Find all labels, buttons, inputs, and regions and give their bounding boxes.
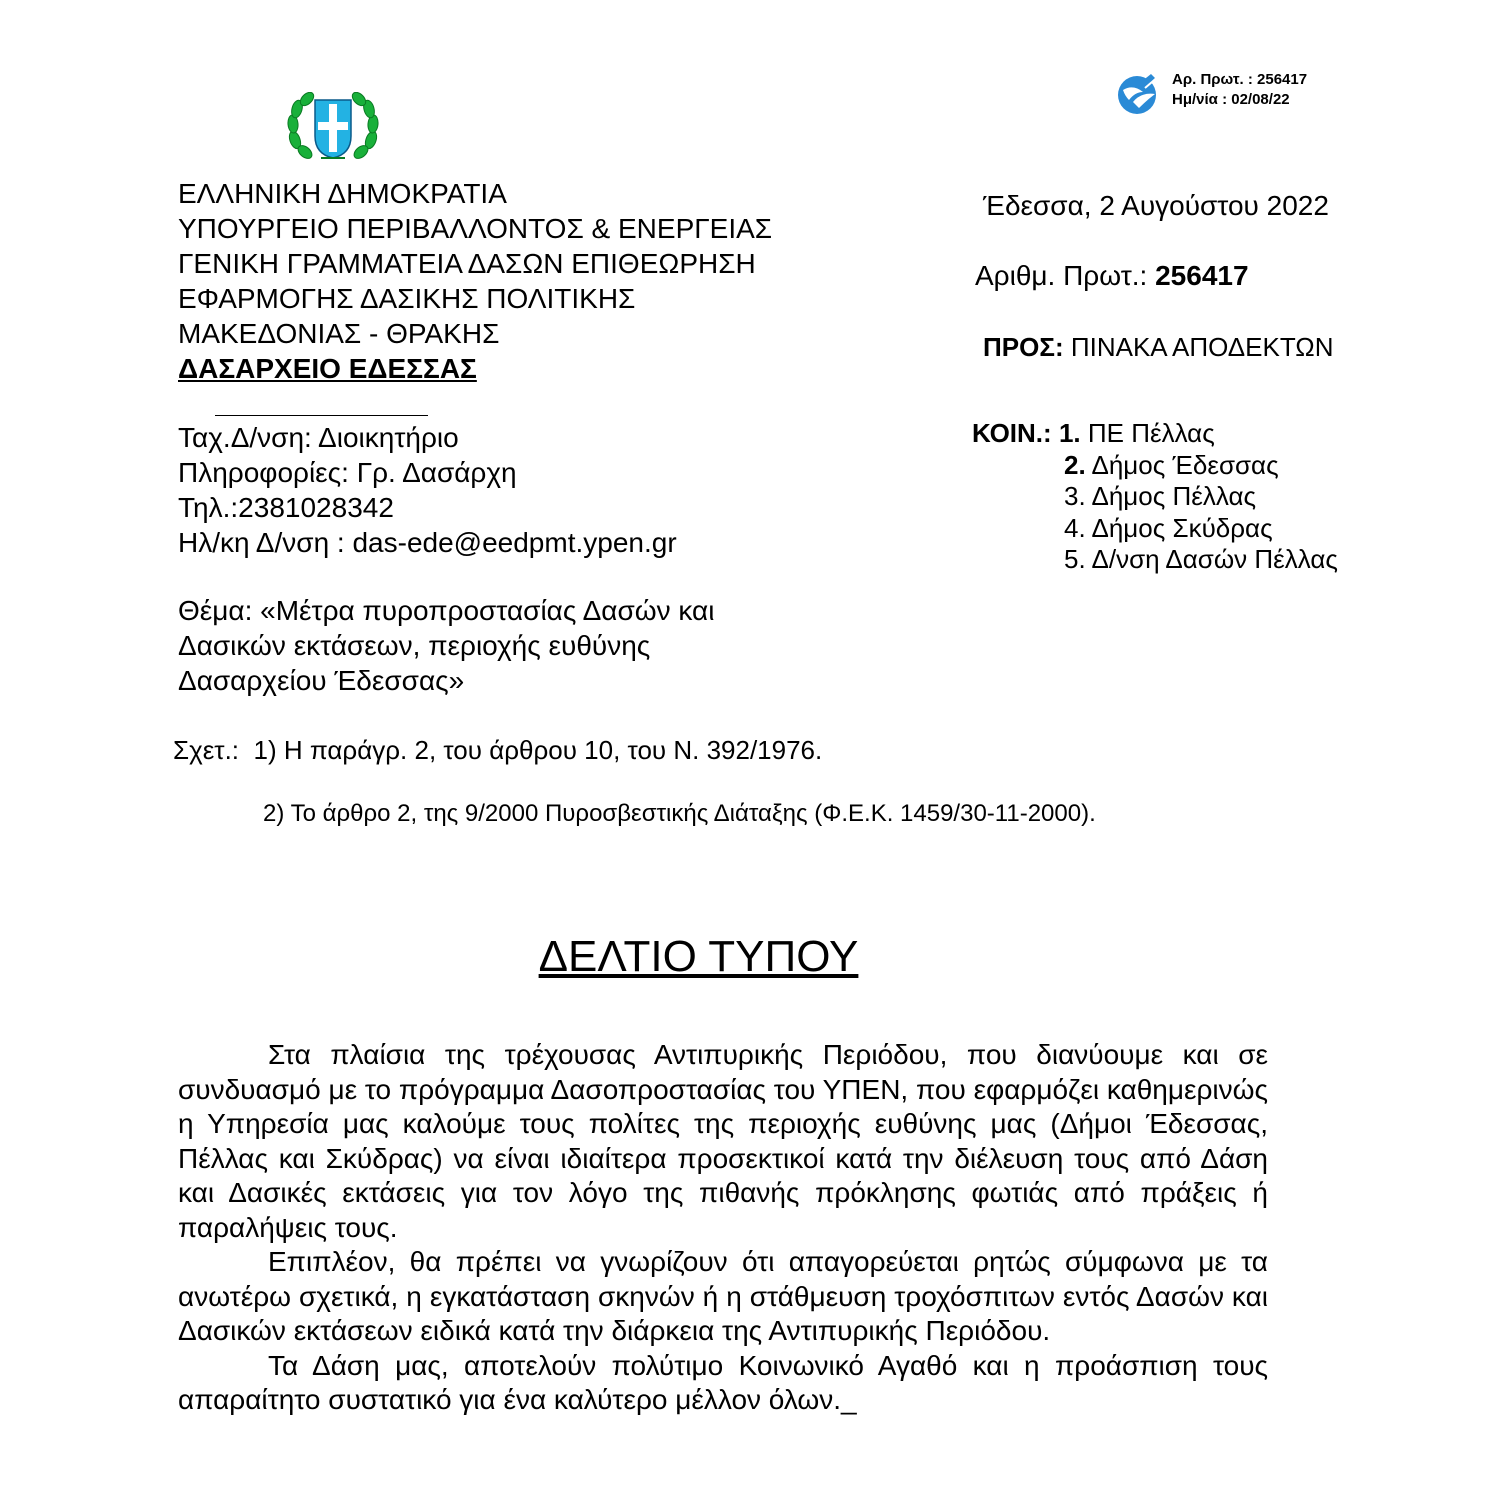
divider-line	[215, 415, 428, 416]
list-item	[972, 418, 1338, 450]
info-contact: Πληροφορίες: Γρ. Δασάρχη	[178, 457, 517, 488]
protocol-number-line	[975, 260, 1249, 292]
inspection-name: ΕΦΑΡΜΟΓΗΣ ΔΑΣΙΚΗΣ ΠΟΛΙΤΙΚΗΣ	[178, 283, 636, 314]
stamp-date: Ημ/νία : 02/08/22	[1172, 91, 1290, 108]
recipient-line	[983, 332, 1333, 363]
koin-number: 1.	[1058, 418, 1081, 448]
list-item	[972, 513, 1338, 545]
office-name: ΔΑΣΑΡΧΕΙΟ ΕΔΕΣΣΑΣ	[178, 353, 477, 384]
body-text	[178, 1038, 1268, 1418]
reference-item: 2) Το άρθρο 2, της 9/2000 Πυροσβεστικής Διάταξης (Φ.Ε.Κ. 1459/30-11-2000).	[263, 800, 1096, 827]
list-item	[972, 481, 1338, 513]
koin-text: ΠΕ Πέλλας	[1087, 418, 1215, 448]
koin-number: 4.	[1064, 512, 1086, 543]
contact-block	[178, 420, 677, 560]
reference-line	[173, 735, 822, 766]
koin-text: Δήμος Πέλλας	[1091, 481, 1257, 511]
reference-item: 1) Η παράγρ. 2, του άρθρου 10, του Ν. 392/1976.	[253, 735, 823, 765]
body-paragraph: Στα πλαίσια της τρέχουσας Αντιπυρικής Περιόδου, που διανύουμε και σε συνδυασμό με το πρόγραμμα Δασοπροστασίας του ΥΠΕΝ, που εφαρμόζει καθημερινώς η Υπηρεσία μας καλούμε τους πολίτες της περιοχής ευθύνης μας (Δήμοι Έδεσσας, Πέλλας και Σκύδρας) να είναι ιδιαίτερα προσεκτικοί κατά την διέλευση τους από Δάση και Δασικές εκτάσεις για τον λόγο της πιθανής πρόκλησης φωτιάς από πράξεις ή παραλήψεις τους.	[178, 1039, 1268, 1243]
subject-block	[178, 593, 714, 698]
reference-label: Σχετ.:	[173, 735, 240, 765]
protocol-stamp	[1115, 70, 1355, 116]
document-date: Έδεσσα, 2 Αυγούστου 2022	[983, 190, 1329, 221]
to-value: ΠΙΝΑΚΑ ΑΠΟΔΕΚΤΩΝ	[1070, 332, 1334, 362]
list-item	[972, 450, 1338, 482]
postal-address: Ταχ.Δ/νση: Διοικητήριο	[178, 422, 459, 453]
secretariat-name: ΓΕΝΙΚΗ ΓΡΑΜΜΑΤΕΙΑ ΔΑΣΩΝ ΕΠΙΘΕΩΡΗΣΗ	[178, 248, 756, 279]
stamp-text	[1172, 70, 1307, 110]
ministry-name: ΥΠΟΥΡΓΕΙΟ ΠΕΡΙΒΑΛΛΟΝΤΟΣ & ΕΝΕΡΓΕΙΑΣ	[178, 213, 773, 244]
subject-line: Θέμα: «Μέτρα πυροπροστασίας Δασών και	[178, 595, 715, 626]
protocol-number: 256417	[1155, 260, 1249, 291]
greek-emblem-icon	[285, 92, 381, 164]
koin-number: 2.	[1064, 449, 1086, 480]
koin-text: Δ/νση Δασών Πέλλας	[1091, 544, 1338, 574]
koin-text: Δήμος Σκύδρας	[1091, 512, 1273, 543]
protocol-label: Αριθμ. Πρωτ.:	[975, 260, 1148, 291]
to-label: ΠΡΟΣ:	[983, 332, 1064, 362]
republic-name: ΕΛΛΗΝΙΚΗ ΔΗΜΟΚΡΑΤΙΑ	[178, 178, 507, 209]
stamp-protocol: Αρ. Πρωτ. : 256417	[1172, 71, 1308, 88]
subject-line: Δασαρχείου Έδεσσας»	[178, 665, 465, 696]
subject-line: Δασικών εκτάσεων, περιοχής ευθύνης	[178, 630, 651, 661]
body-paragraph: Τα Δάση μας, αποτελούν πολύτιμο Κοινωνικό Αγαθό και η προάσπιση τους απαραίτητο συστατικό για ένα καλύτερο μέλλον όλων._	[178, 1349, 1268, 1415]
stamp-logo-icon	[1115, 70, 1163, 116]
koin-number: 3.	[1064, 481, 1086, 511]
koin-list	[972, 418, 1338, 576]
issuer-block	[178, 176, 772, 386]
koin-text: Δήμος Έδεσσας	[1091, 449, 1279, 480]
koin-label: ΚΟΙΝ.:	[972, 418, 1052, 448]
list-item	[972, 544, 1338, 576]
koin-number: 5.	[1064, 544, 1086, 574]
email-address: Ηλ/κη Δ/νση : das-ede@eedpmt.ypen.gr	[178, 527, 677, 558]
document-title: ΔΕΛΤΙΟ ΤΥΠΟΥ	[538, 932, 859, 981]
region-name: ΜΑΚΕΔΟΝΙΑΣ - ΘΡΑΚΗΣ	[178, 318, 500, 349]
body-paragraph: Επιπλέον, θα πρέπει να γνωρίζουν ότι απαγορεύεται ρητώς σύμφωνα με τα ανωτέρω σχετικά, η εγκατάσταση σκηνών ή η στάθμευση τροχόσπιτων εντός Δασών και Δασικών εκτάσεων ειδικά κατά την διάρκεια της Αντιπυρικής Περιόδου.	[178, 1246, 1268, 1346]
phone-number: Τηλ.:2381028342	[178, 492, 394, 523]
